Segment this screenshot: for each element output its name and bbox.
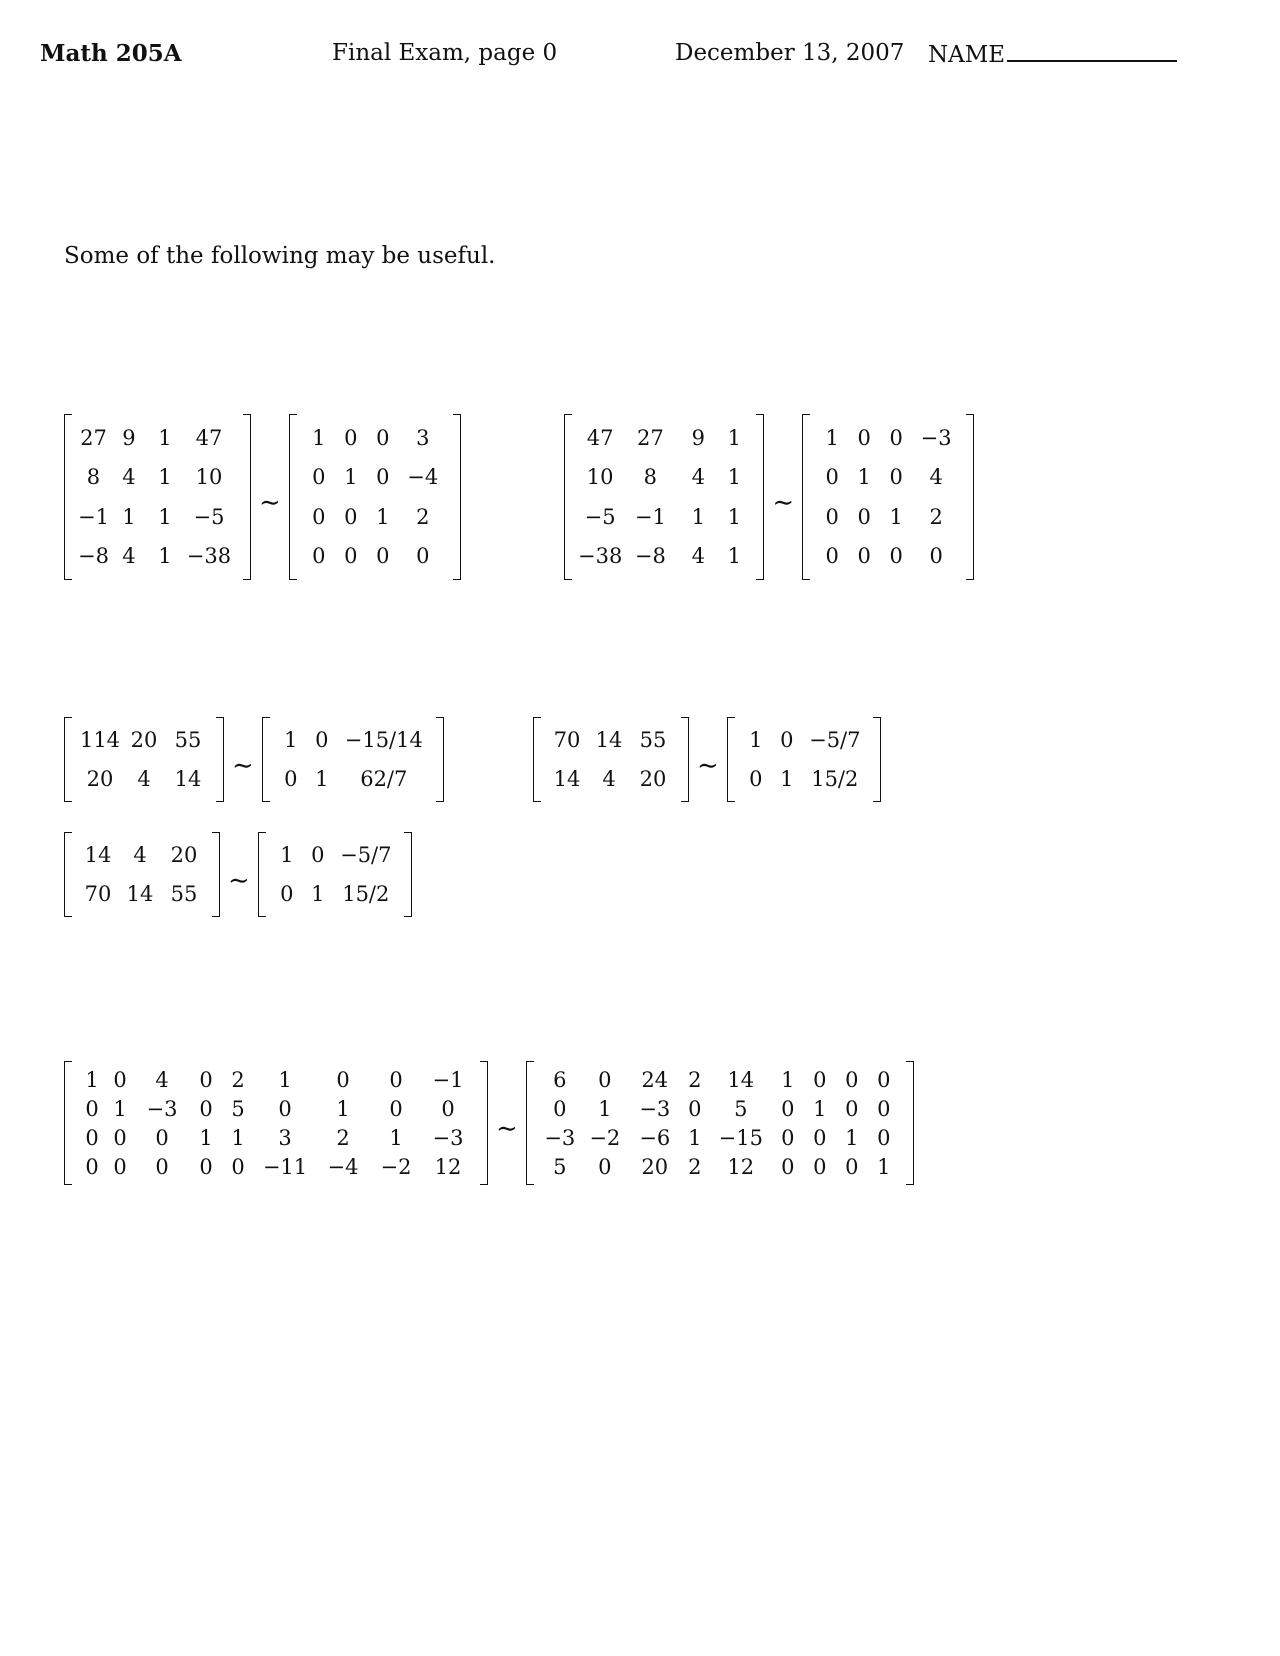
row-equivalence-symbol: ∼ — [697, 750, 719, 781]
matrix-entry: 15/2 — [342, 881, 390, 906]
matrix-entry: 0 — [845, 1154, 859, 1179]
row-equivalence-symbol: ∼ — [232, 750, 254, 781]
matrix-entry: 1 — [122, 504, 136, 529]
matrix — [802, 418, 974, 576]
matrix-entry: 0 — [315, 728, 329, 753]
matrix-entry: 1 — [825, 425, 839, 450]
matrix-entry: 0 — [199, 1067, 213, 1092]
matrix-row — [816, 458, 960, 498]
matrix-entry: 14 — [553, 766, 581, 791]
matrix-entry: 55 — [639, 728, 667, 753]
matrix-row — [303, 418, 447, 458]
matrix-entry: 4 — [602, 766, 616, 791]
matrix-entry: 8 — [643, 465, 658, 490]
matrix-entry: 20 — [170, 843, 198, 868]
matrix-entry: 1 — [889, 504, 903, 529]
matrix — [289, 418, 461, 576]
matrix — [533, 721, 689, 798]
matrix-entry: 0 — [336, 1067, 350, 1092]
matrix-entry: 2 — [416, 504, 430, 529]
matrix-entry: −3 — [920, 425, 952, 450]
matrix-entry: 0 — [312, 504, 326, 529]
matrix-entry: 0 — [877, 1125, 891, 1150]
matrix-entry: 4 — [155, 1067, 169, 1092]
matrix-row — [741, 760, 867, 799]
matrix — [526, 1065, 914, 1181]
matrix-table — [540, 1065, 900, 1181]
matrix-entry: 0 — [199, 1096, 213, 1121]
matrix-entry: 0 — [553, 1096, 567, 1121]
matrix-row — [741, 721, 867, 760]
matrix-row — [816, 418, 960, 458]
matrix-entry: 1 — [598, 1096, 612, 1121]
matrix-entry: 27 — [80, 425, 107, 450]
matrix-entry: 0 — [113, 1154, 127, 1179]
matrix-entry: 14 — [84, 843, 112, 868]
matrix-entry: 0 — [857, 504, 871, 529]
matrix-row — [276, 721, 430, 760]
matrix — [564, 418, 764, 576]
matrix-entry: 0 — [284, 766, 298, 791]
matrix-entry: −4 — [327, 1154, 359, 1179]
matrix-entry: −4 — [407, 465, 439, 490]
matrix-entry: 14 — [727, 1067, 755, 1092]
matrix-entry: 0 — [813, 1067, 827, 1092]
matrix-entry: 0 — [825, 504, 839, 529]
matrix-entry: 9 — [691, 425, 706, 450]
matrix — [258, 836, 412, 913]
matrix-entry: 0 — [749, 766, 763, 791]
matrix-entry: −38 — [578, 544, 623, 569]
exam-date: December 13, 2007 — [675, 40, 905, 66]
matrix-table — [272, 836, 398, 913]
matrix-row — [78, 875, 206, 914]
matrix-entry: 8 — [86, 465, 101, 490]
exam-page-title: Final Exam, page 0 — [332, 40, 558, 66]
matrix-row — [78, 721, 210, 760]
matrix-entry: 20 — [86, 766, 114, 791]
matrix-entry: 1 — [813, 1096, 827, 1121]
matrix-entry: 4 — [137, 766, 151, 791]
matrix-entry: 5 — [553, 1154, 567, 1179]
matrix-entry: 1 — [877, 1154, 891, 1179]
matrix-entry: −2 — [380, 1154, 412, 1179]
matrix-entry: 1 — [315, 766, 329, 791]
matrix-entry: −15/14 — [344, 728, 423, 753]
matrix-entry: 12 — [434, 1154, 462, 1179]
matrix-entry: 0 — [845, 1096, 859, 1121]
matrix-entry: −6 — [639, 1125, 671, 1150]
matrix-entry: 0 — [344, 425, 358, 450]
matrix — [64, 836, 220, 913]
matrix-entry: 0 — [416, 544, 430, 569]
matrix-entry: 24 — [641, 1067, 669, 1092]
matrix-row — [540, 1123, 900, 1152]
matrix-entry: 4 — [122, 544, 136, 569]
matrix-entry: 3 — [278, 1125, 292, 1150]
matrix-entry: 4 — [929, 465, 943, 490]
matrix-entry: 0 — [199, 1154, 213, 1179]
matrix-entry: 0 — [598, 1154, 612, 1179]
matrix-entry: 70 — [84, 881, 112, 906]
matrix-row — [578, 458, 750, 498]
matrix-entry: 0 — [781, 1096, 795, 1121]
matrix-entry: 12 — [727, 1154, 755, 1179]
matrix-entry: 1 — [158, 425, 172, 450]
matrix-entry: 1 — [284, 728, 298, 753]
matrix-entry: 9 — [122, 425, 136, 450]
matrix-entry: 70 — [553, 728, 581, 753]
matrix-entry: 5 — [734, 1096, 748, 1121]
matrix-entry: 47 — [586, 425, 614, 450]
matrix-entry: 2 — [929, 504, 943, 529]
matrix-row — [78, 760, 210, 799]
matrix-row — [78, 836, 206, 875]
matrix-entry: 0 — [312, 465, 326, 490]
matrix-entry: 1 — [727, 425, 742, 450]
matrix-row — [78, 418, 237, 458]
matrix-entry: 10 — [586, 465, 614, 490]
matrix-entry: 14 — [126, 881, 154, 906]
matrix-row — [303, 458, 447, 498]
matrix-entry: −1 — [432, 1067, 464, 1092]
matrix-row — [578, 537, 750, 577]
matrix-entry: 1 — [336, 1096, 350, 1121]
matrix-entry: 1 — [280, 843, 294, 868]
matrix-entry: 1 — [312, 425, 326, 450]
matrix-entry: 0 — [780, 728, 794, 753]
matrix-table — [547, 721, 675, 798]
matrix-entry: 0 — [376, 465, 390, 490]
equation-1 — [64, 418, 461, 576]
matrix-entry: 0 — [889, 465, 903, 490]
matrix-entry: −5 — [584, 504, 616, 529]
matrix-entry: −38 — [186, 544, 232, 569]
matrix-entry: 0 — [311, 843, 325, 868]
matrix-entry: 0 — [376, 544, 390, 569]
matrix-row — [78, 1094, 474, 1123]
matrix-row — [540, 1152, 900, 1181]
matrix-entry: −5/7 — [809, 728, 861, 753]
equation-5 — [64, 836, 412, 913]
row-equivalence-symbol: ∼ — [258, 488, 281, 518]
matrix-row — [547, 721, 675, 760]
matrix-row — [78, 537, 237, 577]
equation-6 — [64, 1065, 914, 1181]
matrix-row — [78, 458, 237, 498]
matrix-entry: 20 — [639, 766, 667, 791]
matrix-entry: 0 — [113, 1067, 127, 1092]
matrix-entry: 1 — [113, 1096, 127, 1121]
matrix-entry: 2 — [688, 1154, 702, 1179]
matrix-entry: 10 — [195, 465, 223, 490]
row-equivalence-symbol: ∼ — [228, 865, 250, 896]
matrix-entry: 1 — [158, 465, 172, 490]
course-title: Math 205A — [40, 40, 182, 67]
row-equivalence-symbol: ∼ — [496, 1114, 518, 1144]
matrix-entry: −1 — [634, 504, 666, 529]
matrix-entry: 55 — [170, 881, 198, 906]
matrix-row — [272, 836, 398, 875]
matrix-row — [78, 1065, 474, 1094]
matrix-entry: 1 — [158, 544, 172, 569]
matrix-entry: 0 — [344, 504, 358, 529]
matrix-entry: −8 — [78, 544, 109, 569]
matrix-entry: −3 — [146, 1096, 178, 1121]
matrix — [64, 1065, 488, 1181]
matrix-entry: −3 — [544, 1125, 576, 1150]
matrix-row — [547, 760, 675, 799]
matrix-entry: 20 — [130, 728, 158, 753]
matrix-entry: 55 — [174, 728, 202, 753]
matrix-row — [78, 1152, 474, 1181]
matrix-entry: 1 — [727, 504, 742, 529]
matrix-entry: 14 — [595, 728, 623, 753]
matrix-row — [540, 1065, 900, 1094]
matrix-entry: 1 — [780, 766, 794, 791]
matrix-row — [303, 537, 447, 577]
matrix-table — [78, 418, 237, 576]
matrix-entry: 0 — [857, 425, 871, 450]
matrix-entry: 14 — [174, 766, 202, 791]
matrix-entry: 0 — [155, 1125, 169, 1150]
matrix-entry: 0 — [278, 1096, 292, 1121]
matrix-row — [816, 497, 960, 537]
matrix-entry: 0 — [813, 1125, 827, 1150]
matrix-entry: 1 — [727, 465, 742, 490]
matrix — [262, 721, 444, 798]
matrix-entry: 1 — [691, 504, 706, 529]
matrix-entry: 1 — [231, 1125, 245, 1150]
matrix-entry: 0 — [312, 544, 326, 569]
matrix-entry: 0 — [85, 1125, 99, 1150]
matrix-entry: 0 — [441, 1096, 455, 1121]
matrix-entry: 1 — [727, 544, 742, 569]
name-field — [928, 40, 1177, 68]
matrix-entry: 0 — [857, 544, 871, 569]
matrix-entry: 0 — [889, 544, 903, 569]
matrix-row — [78, 497, 237, 537]
equation-4 — [533, 721, 881, 798]
matrix-entry: 0 — [889, 425, 903, 450]
matrix-table — [578, 418, 750, 576]
matrix-entry: −3 — [432, 1125, 464, 1150]
matrix-entry: 6 — [553, 1067, 567, 1092]
matrix-entry: 2 — [231, 1067, 245, 1092]
matrix-entry: 0 — [877, 1096, 891, 1121]
matrix-table — [816, 418, 960, 576]
matrix-entry: 1 — [344, 465, 358, 490]
matrix-entry: 0 — [376, 425, 390, 450]
matrix-entry: 4 — [122, 465, 136, 490]
matrix-entry: 1 — [376, 504, 390, 529]
matrix-entry: 4 — [691, 465, 706, 490]
matrix-entry: −5/7 — [340, 843, 392, 868]
matrix — [64, 418, 251, 576]
matrix-entry: −5 — [193, 504, 225, 529]
matrix-table — [78, 836, 206, 913]
matrix-entry: 0 — [598, 1067, 612, 1092]
matrix-entry: 62/7 — [360, 766, 408, 791]
matrix-entry: 0 — [344, 544, 358, 569]
matrix-row — [272, 875, 398, 914]
matrix-entry: 0 — [280, 881, 294, 906]
matrix-entry: 47 — [195, 425, 223, 450]
matrix-entry: 0 — [877, 1067, 891, 1092]
matrix-entry: 0 — [845, 1067, 859, 1092]
matrix-entry: 1 — [158, 504, 172, 529]
matrix-table — [78, 1065, 474, 1181]
matrix-entry: 114 — [79, 728, 121, 753]
matrix-table — [303, 418, 447, 576]
matrix-entry: 0 — [688, 1096, 702, 1121]
matrix-entry: 1 — [199, 1125, 213, 1150]
matrix-row — [540, 1094, 900, 1123]
matrix-row — [276, 760, 430, 799]
matrix-entry: 15/2 — [811, 766, 859, 791]
matrix-entry: 2 — [336, 1125, 350, 1150]
matrix-row — [816, 537, 960, 577]
matrix-entry: 0 — [85, 1096, 99, 1121]
matrix-entry: 1 — [749, 728, 763, 753]
matrix-row — [578, 418, 750, 458]
matrix-entry: 1 — [781, 1067, 795, 1092]
matrix-entry: 4 — [691, 544, 706, 569]
matrix-entry: 1 — [845, 1125, 859, 1150]
matrix-entry: 0 — [781, 1125, 795, 1150]
matrix-entry: 0 — [389, 1067, 403, 1092]
matrix-entry: 27 — [636, 425, 664, 450]
matrix-entry: 1 — [389, 1125, 403, 1150]
intro-text: Some of the following may be useful. — [64, 243, 496, 269]
matrix-table — [741, 721, 867, 798]
matrix-entry: 0 — [389, 1096, 403, 1121]
matrix-row — [78, 1123, 474, 1152]
matrix-entry: 0 — [825, 544, 839, 569]
matrix-entry: 5 — [231, 1096, 245, 1121]
matrix-entry: 0 — [155, 1154, 169, 1179]
matrix-entry: 0 — [929, 544, 943, 569]
matrix-entry: 20 — [641, 1154, 669, 1179]
matrix-entry: 0 — [113, 1125, 127, 1150]
equation-2 — [564, 418, 974, 576]
matrix-entry: 1 — [857, 465, 871, 490]
row-equivalence-symbol: ∼ — [772, 488, 795, 518]
matrix-entry: 1 — [311, 881, 325, 906]
matrix-entry: 3 — [416, 425, 430, 450]
matrix-entry: −2 — [589, 1125, 621, 1150]
matrix-entry: −11 — [262, 1154, 308, 1179]
matrix-entry: −1 — [78, 504, 109, 529]
matrix-table — [276, 721, 430, 798]
matrix-entry: 0 — [781, 1154, 795, 1179]
matrix-entry: 4 — [133, 843, 147, 868]
matrix-entry: 2 — [688, 1067, 702, 1092]
matrix-row — [578, 497, 750, 537]
name-blank-line — [1007, 40, 1177, 62]
matrix-entry: 0 — [85, 1154, 99, 1179]
matrix-row — [303, 497, 447, 537]
matrix — [727, 721, 881, 798]
matrix-entry: 0 — [813, 1154, 827, 1179]
matrix — [64, 721, 224, 798]
matrix-entry: 0 — [825, 465, 839, 490]
matrix-table — [78, 721, 210, 798]
matrix-entry: −8 — [634, 544, 666, 569]
matrix-entry: 1 — [688, 1125, 702, 1150]
matrix-entry: −15 — [718, 1125, 763, 1150]
matrix-entry: 1 — [85, 1067, 99, 1092]
equation-3 — [64, 721, 444, 798]
matrix-entry: −3 — [639, 1096, 671, 1121]
matrix-entry: 1 — [278, 1067, 292, 1092]
name-label: NAME — [928, 42, 1006, 68]
matrix-entry: 0 — [231, 1154, 245, 1179]
